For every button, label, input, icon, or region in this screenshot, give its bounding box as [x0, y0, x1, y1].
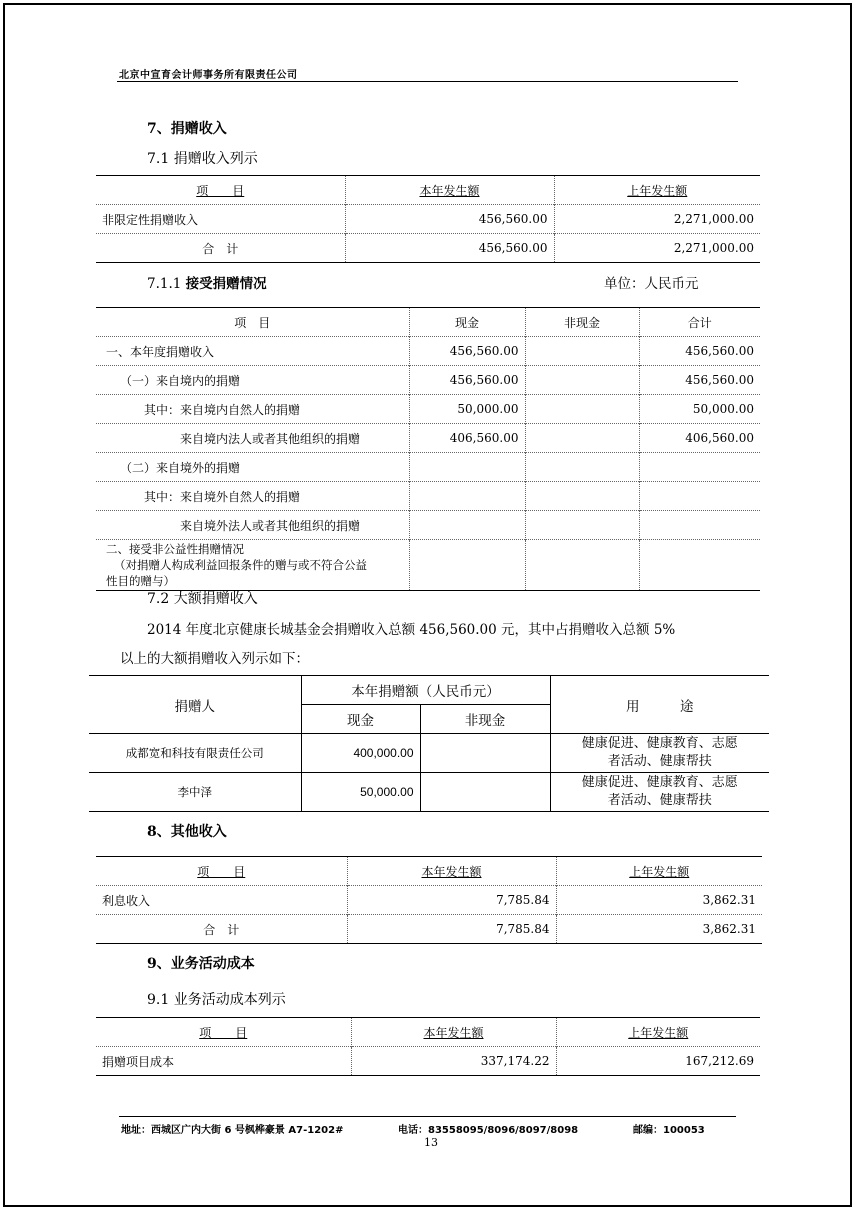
section-7-1-1-title	[147, 272, 267, 292]
row-label-multiline	[96, 540, 409, 591]
noncash-value	[525, 482, 639, 511]
section-9-1-title: 9.1 业务活动成本列示	[147, 992, 286, 1008]
table-row	[96, 886, 762, 915]
use-line-1: 健康促进、健康教育、志愿	[581, 775, 738, 790]
col-header-cash: 现金	[409, 308, 525, 337]
section-7-1-1-label: 接受捐赠情况	[185, 276, 267, 292]
footer-rule	[119, 1116, 736, 1117]
row-label: 合 计	[202, 241, 239, 256]
noncash-value	[420, 734, 550, 773]
row-label: 利息收入	[102, 893, 151, 908]
row-label: 非限定性捐赠收入	[102, 212, 199, 227]
total-value	[639, 482, 760, 511]
total-value: 406,560.00	[639, 424, 760, 453]
donation-income-table	[96, 175, 760, 263]
cash-value: 406,560.00	[409, 424, 525, 453]
this-year-value: 7,785.84	[347, 915, 556, 944]
total-value	[639, 511, 760, 540]
table-row	[96, 453, 760, 482]
this-year-value: 456,560.00	[345, 234, 554, 263]
last-year-value: 3,862.31	[556, 915, 762, 944]
donor-name: 李中泽	[89, 773, 301, 812]
last-year-value: 167,212.69	[556, 1047, 760, 1076]
total-value: 50,000.00	[639, 395, 760, 424]
section-7-1-title: 7.1 捐赠收入列示	[147, 151, 258, 167]
row-label: 其中：来自境内自然人的捐赠	[144, 402, 301, 417]
donor-name: 成都宽和科技有限责任公司	[89, 734, 301, 773]
table-header-row	[96, 857, 762, 886]
total-value	[639, 453, 760, 482]
table-header-row	[96, 308, 760, 337]
row-label-line-3: 性目的赠与）	[106, 574, 175, 588]
other-income-table	[96, 856, 762, 944]
col-header-this-year: 本年发生额	[347, 857, 556, 886]
table-row-total	[96, 915, 762, 944]
cash-value: 456,560.00	[409, 366, 525, 395]
col-header-donor: 捐赠人	[89, 676, 301, 734]
table-header-row	[96, 1018, 760, 1047]
noncash-value	[525, 453, 639, 482]
section-8-title: 8、其他收入	[147, 824, 227, 840]
paragraph-line-1: 2014 年度北京健康长城基金会捐赠收入总额 456,560.00 元，其中占捐赠收入总额 5%	[147, 622, 676, 638]
col-header-item: 项 目	[234, 315, 271, 330]
header-rule	[117, 81, 738, 82]
col-header-item: 项 目	[199, 1025, 248, 1040]
this-year-value: 7,785.84	[347, 886, 556, 915]
table-row	[96, 424, 760, 453]
table-row-total	[96, 234, 760, 263]
cash-value: 50,000.00	[409, 395, 525, 424]
col-header-last-year: 上年发生额	[554, 176, 760, 205]
col-header-noncash: 非现金	[525, 308, 639, 337]
row-label: 来自境外法人或者其他组织的捐赠	[180, 518, 361, 533]
table-row	[96, 205, 760, 234]
cash-value: 50,000.00	[301, 773, 420, 812]
row-label: 捐赠项目成本	[102, 1054, 175, 1069]
row-label-line-2: （对捐赠人构成利益回报条件的赠与或不符合公益	[114, 558, 367, 572]
col-header-item: 项 目	[197, 864, 246, 879]
use-line-2: 者活动、健康帮扶	[607, 754, 712, 769]
unit-label: 单位：人民币元	[604, 276, 699, 292]
section-7-2-title: 7.2 大额捐赠收入	[147, 591, 258, 607]
noncash-value	[420, 773, 550, 812]
col-header-this-year: 本年发生额	[345, 176, 554, 205]
table-row	[96, 1047, 760, 1076]
use-description	[550, 773, 769, 812]
table-row	[96, 511, 760, 540]
cash-value	[409, 540, 525, 591]
footer-postcode: 邮编：100053	[633, 1125, 705, 1136]
noncash-value	[525, 424, 639, 453]
table-row-nonpublic	[96, 540, 760, 591]
cash-value	[409, 482, 525, 511]
row-label: 其中：来自境外自然人的捐赠	[144, 489, 301, 504]
col-header-amount: 本年捐赠额（人民币元）	[301, 676, 550, 705]
table-header-row	[89, 676, 769, 705]
use-description	[550, 734, 769, 773]
section-9-title: 9、业务活动成本	[147, 956, 255, 972]
noncash-value	[525, 366, 639, 395]
section-7-1-1-number: 7.1.1	[147, 276, 182, 292]
table-row	[96, 395, 760, 424]
row-label: 一、本年度捐赠收入	[106, 344, 215, 359]
row-label-line-1: 二、接受非公益性捐赠情况	[106, 542, 244, 556]
total-value	[639, 540, 760, 591]
large-donations-table	[89, 675, 769, 812]
this-year-value: 337,174.22	[351, 1047, 556, 1076]
footer-phone: 电话：83558095/8096/8097/8098	[398, 1125, 579, 1136]
noncash-value	[525, 337, 639, 366]
col-header-last-year: 上年发生额	[556, 857, 762, 886]
firm-header: 北京中宣育会计师事务所有限责任公司	[119, 70, 298, 81]
last-year-value: 2,271,000.00	[554, 234, 760, 263]
noncash-value	[525, 511, 639, 540]
row-label: （一）来自境内的捐赠	[120, 373, 241, 388]
col-header-use: 用 途	[550, 676, 769, 734]
table-row	[96, 482, 760, 511]
total-value: 456,560.00	[639, 366, 760, 395]
col-header-total: 合计	[639, 308, 760, 337]
last-year-value: 3,862.31	[556, 886, 762, 915]
cash-value	[409, 511, 525, 540]
use-line-2: 者活动、健康帮扶	[607, 793, 712, 808]
this-year-value: 456,560.00	[345, 205, 554, 234]
activity-cost-table	[96, 1017, 760, 1076]
table-header-row	[96, 176, 760, 205]
table-row	[96, 337, 760, 366]
col-header-this-year: 本年发生额	[351, 1018, 556, 1047]
col-header-last-year: 上年发生额	[556, 1018, 760, 1047]
total-value: 456,560.00	[639, 337, 760, 366]
page-number: 13	[424, 1136, 438, 1149]
noncash-value	[525, 540, 639, 591]
table-row	[89, 734, 769, 773]
row-label: 合 计	[203, 922, 240, 937]
cash-value: 400,000.00	[301, 734, 420, 773]
noncash-value	[525, 395, 639, 424]
table-row	[89, 773, 769, 812]
row-label: 来自境内法人或者其他组织的捐赠	[180, 431, 361, 446]
cash-value: 456,560.00	[409, 337, 525, 366]
section-7-title: 7、捐赠收入	[147, 121, 227, 137]
received-donations-table	[96, 307, 760, 591]
col-header-item: 项 目	[196, 183, 245, 198]
last-year-value: 2,271,000.00	[554, 205, 760, 234]
table-row	[96, 366, 760, 395]
cash-value	[409, 453, 525, 482]
paragraph-line-2: 以上的大额捐赠收入列示如下：	[120, 651, 309, 667]
use-line-1: 健康促进、健康教育、志愿	[581, 736, 738, 751]
footer-address: 地址：西城区广内大街 6 号枫桦豪景 A7-1202#	[121, 1125, 344, 1136]
row-label: （二）来自境外的捐赠	[120, 460, 241, 475]
col-header-noncash: 非现金	[420, 705, 550, 734]
col-header-cash: 现金	[301, 705, 420, 734]
